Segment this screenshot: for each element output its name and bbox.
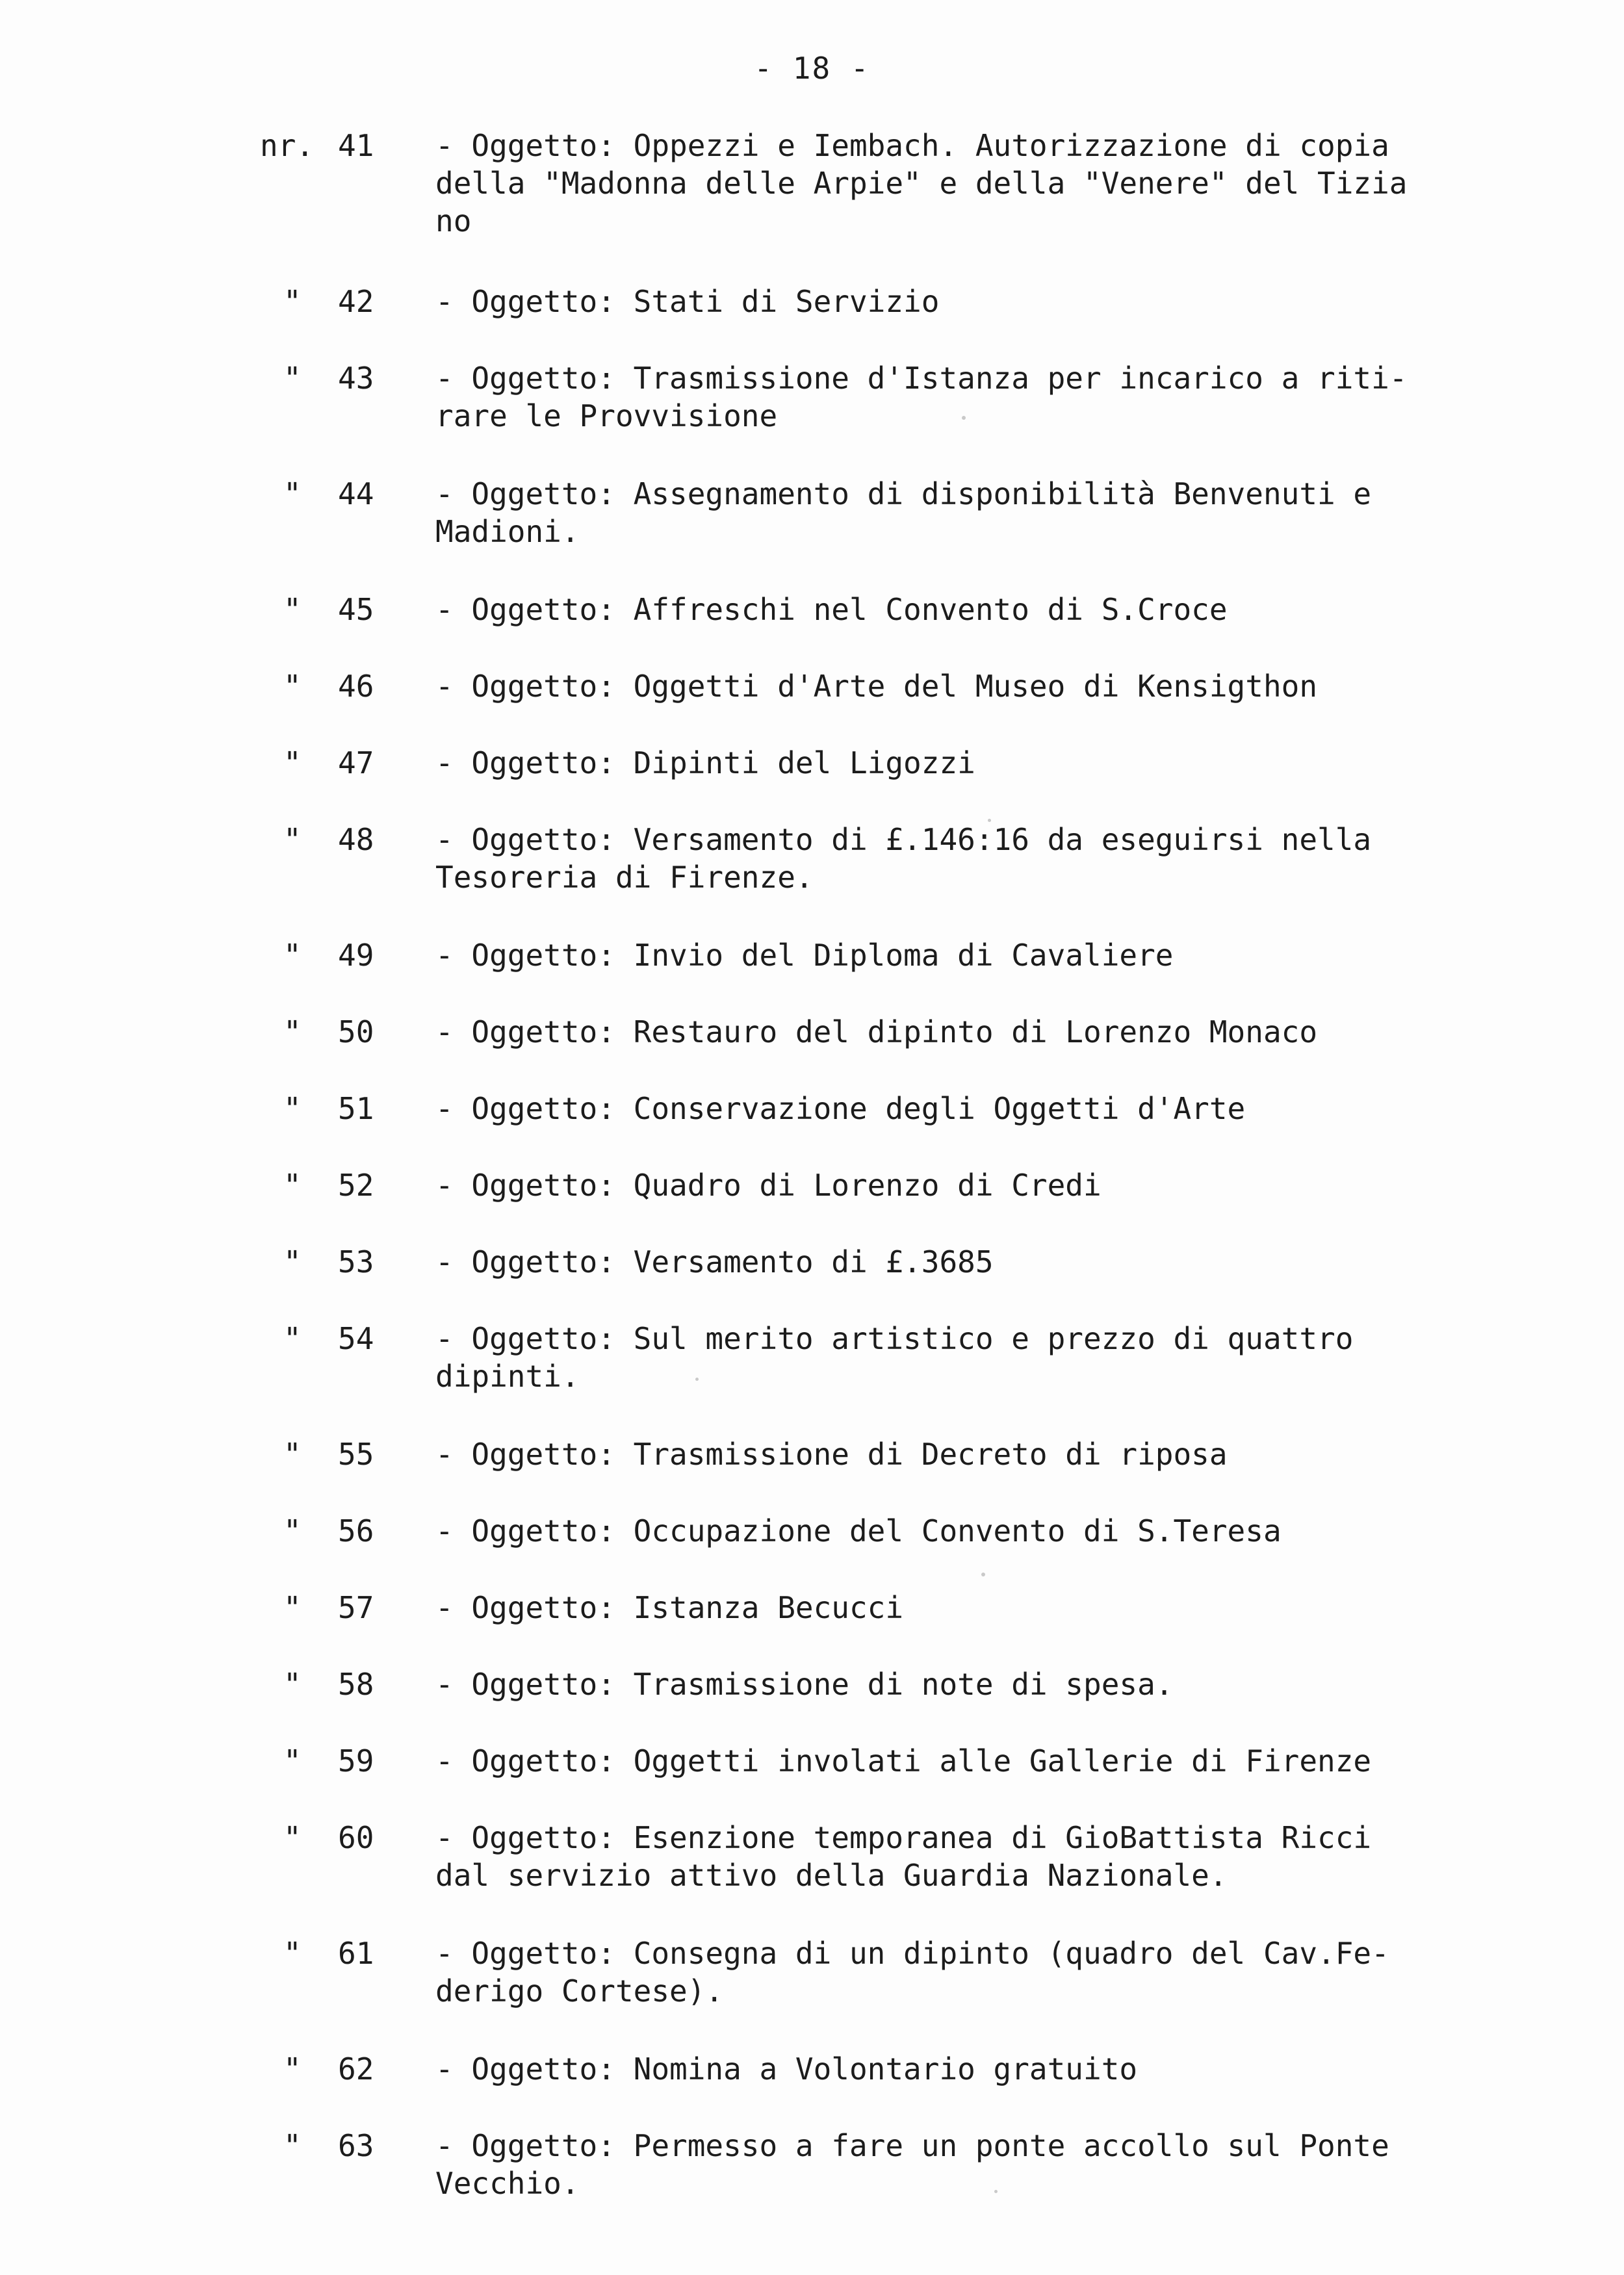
ditto-mark: " — [283, 1091, 302, 1126]
entry-number: 61 — [338, 1936, 374, 1971]
entry-number: 48 — [338, 822, 374, 857]
entry-number: 62 — [338, 2051, 374, 2087]
entry-text: - Oggetto: Esenzione temporanea di GioBattista Ricci dal servizio attivo della Guardia Nazionale. — [435, 1820, 1372, 1893]
ditto-mark: " — [283, 1513, 302, 1549]
entry-number: 47 — [338, 745, 374, 780]
entry-number: 57 — [338, 1590, 374, 1625]
entry-text: - Oggetto: Oggetti involati alle Gallerie di Firenze — [435, 1743, 1372, 1779]
entry-number: 52 — [338, 1168, 374, 1203]
entry-number: 46 — [338, 669, 374, 704]
list-item — [0, 283, 1624, 359]
list-item — [0, 1742, 1624, 1819]
entry-text: - Oggetto: Conservazione degli Oggetti d'Arte — [435, 1091, 1246, 1126]
ditto-mark: " — [283, 1820, 302, 1855]
entry-text: - Oggetto: Affreschi nel Convento di S.Croce — [435, 592, 1228, 627]
entry-number: 54 — [338, 1321, 374, 1356]
list-item — [0, 1435, 1624, 1512]
entry-text: - Oggetto: Restauro del dipinto di Lorenzo Monaco — [435, 1014, 1318, 1049]
scan-speck — [962, 416, 966, 420]
ditto-mark: " — [283, 745, 302, 780]
scan-speck — [695, 1378, 699, 1381]
entry-text: - Oggetto: Quadro di Lorenzo di Credi — [435, 1168, 1102, 1203]
entry-list — [0, 127, 1624, 2243]
list-item — [0, 1320, 1624, 1435]
entry-number: 60 — [338, 1820, 374, 1855]
entry-number: 58 — [338, 1667, 374, 1702]
entry-prefix: nr. — [260, 128, 315, 163]
ditto-mark: " — [283, 669, 302, 704]
entry-text: - Oggetto: Sul merito artistico e prezzo di quattro dipinti. — [435, 1321, 1354, 1394]
ditto-mark: " — [283, 592, 302, 627]
entry-text: - Oggetto: Stati di Servizio — [435, 284, 940, 319]
list-item — [0, 1589, 1624, 1665]
ditto-mark: " — [283, 476, 302, 511]
list-item — [0, 667, 1624, 744]
ditto-mark: " — [283, 1743, 302, 1779]
entry-text: - Oggetto: Versamento di £.3685 — [435, 1244, 994, 1279]
list-item — [0, 821, 1624, 936]
ditto-mark: " — [283, 2051, 302, 2087]
entry-text: - Oggetto: Oggetti d'Arte del Museo di Kensigthon — [435, 669, 1318, 704]
entry-text: - Oggetto: Permesso a fare un ponte accollo sul Ponte Vecchio. — [435, 2128, 1389, 2201]
entry-number: 43 — [338, 361, 374, 396]
entry-text: - Oggetto: Versamento di £.146:16 da eseguirsi nella Tesoreria di Firenze. — [435, 822, 1372, 895]
list-item — [0, 475, 1624, 591]
ditto-mark: " — [283, 1014, 302, 1049]
list-item — [0, 1512, 1624, 1589]
scan-speck — [994, 2190, 998, 2193]
ditto-mark: " — [283, 1667, 302, 1702]
list-item — [0, 1090, 1624, 1166]
list-item — [0, 2127, 1624, 2243]
list-item — [0, 1934, 1624, 2050]
entry-text: - Oggetto: Trasmissione di Decreto di riposa — [435, 1437, 1228, 1472]
list-item — [0, 591, 1624, 667]
list-item — [0, 744, 1624, 821]
list-item — [0, 2050, 1624, 2127]
entry-number: 41 — [338, 128, 374, 163]
entry-number: 59 — [338, 1743, 374, 1779]
ditto-mark: " — [283, 1244, 302, 1279]
entry-number: 50 — [338, 1014, 374, 1049]
ditto-mark: " — [283, 284, 302, 319]
ditto-mark: " — [283, 1936, 302, 1971]
list-item — [0, 127, 1624, 283]
entry-number: 42 — [338, 284, 374, 319]
entry-text: - Oggetto: Oppezzi e Iembach. Autorizzazione di copia della "Madonna delle Arpie" e della "Venere" del Tizia no — [435, 128, 1408, 238]
scan-speck — [981, 1573, 985, 1576]
list-item — [0, 359, 1624, 475]
entry-number: 55 — [338, 1437, 374, 1472]
entry-text: - Oggetto: Dipinti del Ligozzi — [435, 745, 975, 780]
entry-number: 45 — [338, 592, 374, 627]
ditto-mark: " — [283, 1437, 302, 1472]
entry-number: 53 — [338, 1244, 374, 1279]
ditto-mark: " — [283, 1590, 302, 1625]
ditto-mark: " — [283, 2128, 302, 2163]
list-item — [0, 1013, 1624, 1090]
entry-text: - Oggetto: Istanza Becucci — [435, 1590, 904, 1625]
entry-text: - Oggetto: Trasmissione d'Istanza per incarico a riti- rare le Provvisione — [435, 361, 1408, 433]
list-item — [0, 1665, 1624, 1742]
ditto-mark: " — [283, 361, 302, 396]
list-item — [0, 936, 1624, 1013]
list-item — [0, 1819, 1624, 1934]
scan-speck — [988, 819, 991, 822]
entry-text: - Oggetto: Invio del Diploma di Cavaliere — [435, 938, 1174, 973]
entry-text: - Oggetto: Occupazione del Convento di S.Teresa — [435, 1513, 1282, 1549]
ditto-mark: " — [283, 1168, 302, 1203]
entry-number: 44 — [338, 476, 374, 511]
entry-number: 56 — [338, 1513, 374, 1549]
entry-text: - Oggetto: Assegnamento di disponibilità Benvenuti e Madioni. — [435, 476, 1372, 549]
page-number: - 18 - — [754, 51, 870, 86]
entry-text: - Oggetto: Trasmissione di note di spesa. — [435, 1667, 1174, 1702]
ditto-mark: " — [283, 822, 302, 857]
entry-number: 51 — [338, 1091, 374, 1126]
list-item — [0, 1166, 1624, 1243]
entry-text: - Oggetto: Consegna di un dipinto (quadro del Cav.Fe- derigo Cortese). — [435, 1936, 1389, 2009]
ditto-mark: " — [283, 1321, 302, 1356]
entry-number: 49 — [338, 938, 374, 973]
entry-number: 63 — [338, 2128, 374, 2163]
entry-text: - Oggetto: Nomina a Volontario gratuito — [435, 2051, 1138, 2087]
ditto-mark: " — [283, 938, 302, 973]
list-item — [0, 1243, 1624, 1320]
